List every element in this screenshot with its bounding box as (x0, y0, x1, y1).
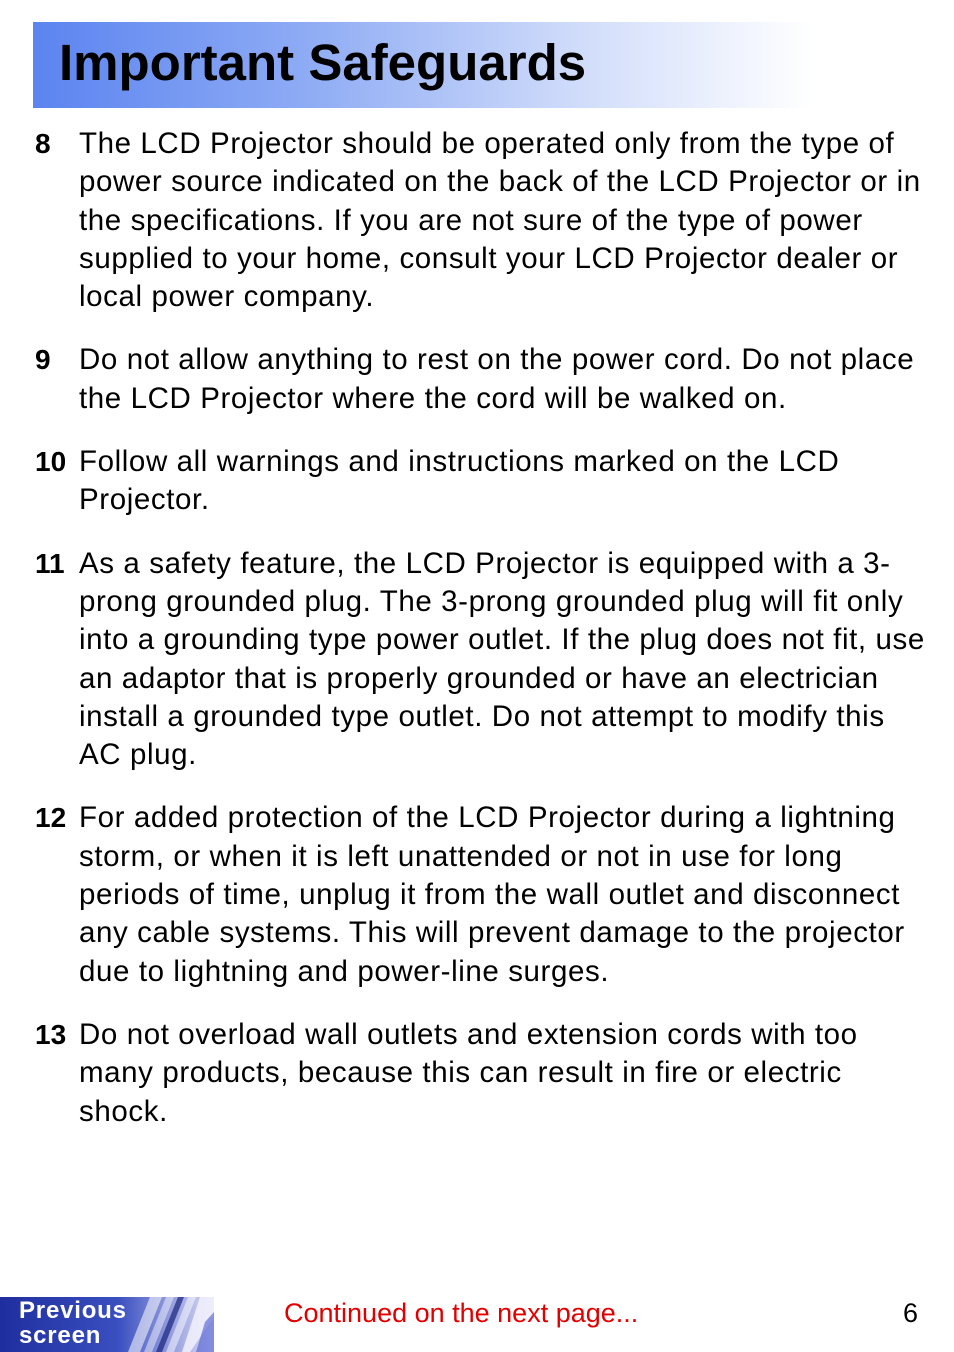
item-text: As a safety feature, the LCD Projector is equipped with a 3-prong grounded plug. The 3-prong grounded plug will fit only into a grounding type power outlet. If the plug does not fit, use an adaptor that is properly grounded or have an electrician install a grounded type outlet. Do not attempt to modify this AC plug. (79, 546, 925, 772)
item-number: 12 (35, 802, 67, 834)
item-text: Do not allow anything to rest on the power cord. Do not place the LCD Projector where the cord will be walked on. (79, 343, 915, 415)
list-item (35, 341, 925, 418)
item-text: For added protection of the LCD Projector during a lightning storm, or when it is left unattended or not in use for long periods of time, unplug it from the wall outlet and disconnect any cable systems. This will prevent damage to the projector due to lightning and power-line surges. (79, 801, 905, 988)
item-number: 10 (35, 446, 67, 478)
list-item (35, 799, 925, 990)
list-item (35, 443, 925, 520)
item-text: Do not overload wall outlets and extension cords with too many products, because this can result in fire or electric shock. (79, 1017, 858, 1128)
previous-screen-button[interactable] (0, 1297, 214, 1352)
continued-notice: Continued on the next page... (284, 1298, 639, 1328)
safeguards-list (35, 125, 925, 1156)
list-item (35, 1016, 925, 1131)
list-item (35, 545, 925, 775)
item-text: The LCD Projector should be operated only from the type of power source indicated on the back of the LCD Projector or in the specifications. If you are not sure of the type of power supplied to your home, consult your LCD Projector dealer or local power company. (79, 127, 921, 314)
item-text: Follow all warnings and instructions marked on the LCD Projector. (79, 445, 840, 517)
item-number: 11 (35, 547, 65, 579)
title-banner (33, 22, 813, 108)
list-item (35, 125, 925, 316)
item-number: 9 (35, 344, 51, 376)
item-number: 8 (35, 128, 51, 159)
page-title: Important Safeguards (59, 34, 587, 91)
item-number: 13 (35, 1018, 67, 1050)
page-number: 6 (903, 1298, 919, 1328)
previous-screen-label: Previous screen (19, 1297, 127, 1349)
